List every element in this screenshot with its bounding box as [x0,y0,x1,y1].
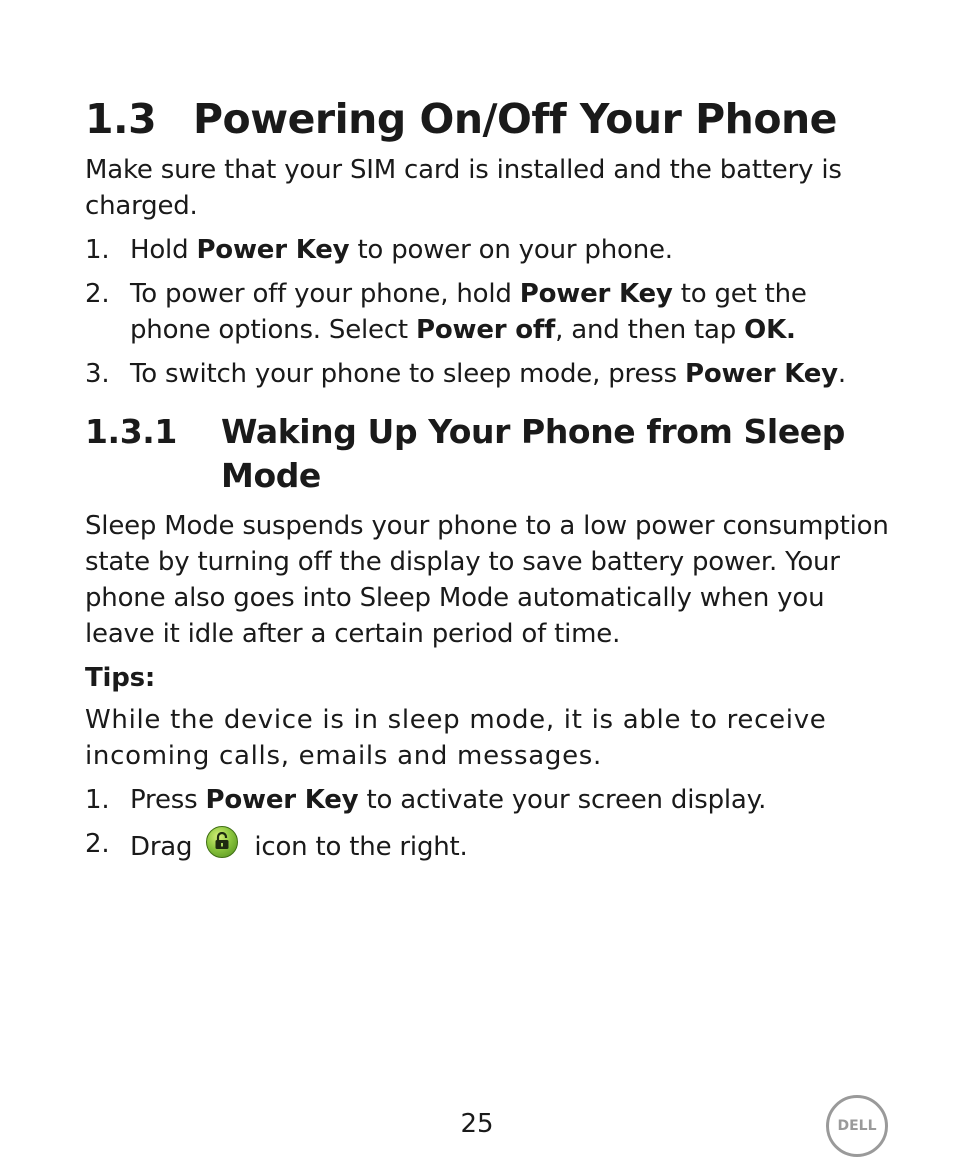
step-text [130,276,895,348]
step-text-part: , and then tap [555,315,745,345]
list-marker: 3. [85,359,110,389]
wake-steps-list [85,782,895,865]
list-item [85,826,895,865]
step-text-part: icon to the right. [254,832,468,862]
step-key-name: Power Key [205,785,359,815]
step-option-name: Power off [416,315,556,345]
tips-heading: Tips: [85,663,156,693]
step-text [130,826,895,865]
power-steps-list [85,232,895,392]
unlock-icon [206,826,238,858]
step-button-name: OK. [744,315,796,345]
step-text-part: to power on your phone. [349,235,673,265]
step-text-part: To power off your phone, hold [130,279,520,309]
section-number: 1.3 [85,95,157,143]
page-number: 25 [460,1109,494,1139]
step-text-part: To switch your phone to sleep mode, press [130,359,685,389]
section-title: Powering On/Off Your Phone [193,95,837,143]
step-key-name: Power Key [519,279,673,309]
step-text [130,232,895,268]
section-intro: Make sure that your SIM card is installed and the battery is charged. [85,155,842,221]
list-item [85,232,895,268]
list-marker: 2. [85,829,110,859]
document-page [85,92,895,873]
subsection-intro: Sleep Mode suspends your phone to a low power consumption state by turning off the display to save battery power. Your phone also goes into Sleep Mode automatically when you leave it idle after a certain period of time. [85,511,889,649]
step-text [130,782,895,818]
step-text-part: Press [130,785,206,815]
subsection-title: Waking Up Your Phone from Sleep Mode [221,412,846,495]
step-key-name: Power Key [196,235,350,265]
step-text-part: Drag [130,832,193,862]
dell-logo-text: DELL [837,1118,877,1134]
subsection-number: 1.3.1 [85,412,177,451]
list-marker: 1. [85,785,110,815]
list-marker: 2. [85,279,110,309]
dell-logo [826,1095,888,1157]
tips-text: While the device is in sleep mode, it is able to receive incoming calls, emails and messages. [85,705,827,771]
step-text [130,356,895,392]
step-key-name: Power Key [685,359,838,389]
subsection-heading [85,410,895,498]
list-item [85,276,895,348]
step-text-part: to activate your screen display. [358,785,767,815]
step-text-part: Hold [130,235,197,265]
list-item [85,356,895,392]
section-heading [85,92,895,146]
step-text-part: to get the phone options. Select [130,279,807,345]
list-marker: 1. [85,235,110,265]
list-item [85,782,895,818]
step-text-part: . [837,359,846,389]
